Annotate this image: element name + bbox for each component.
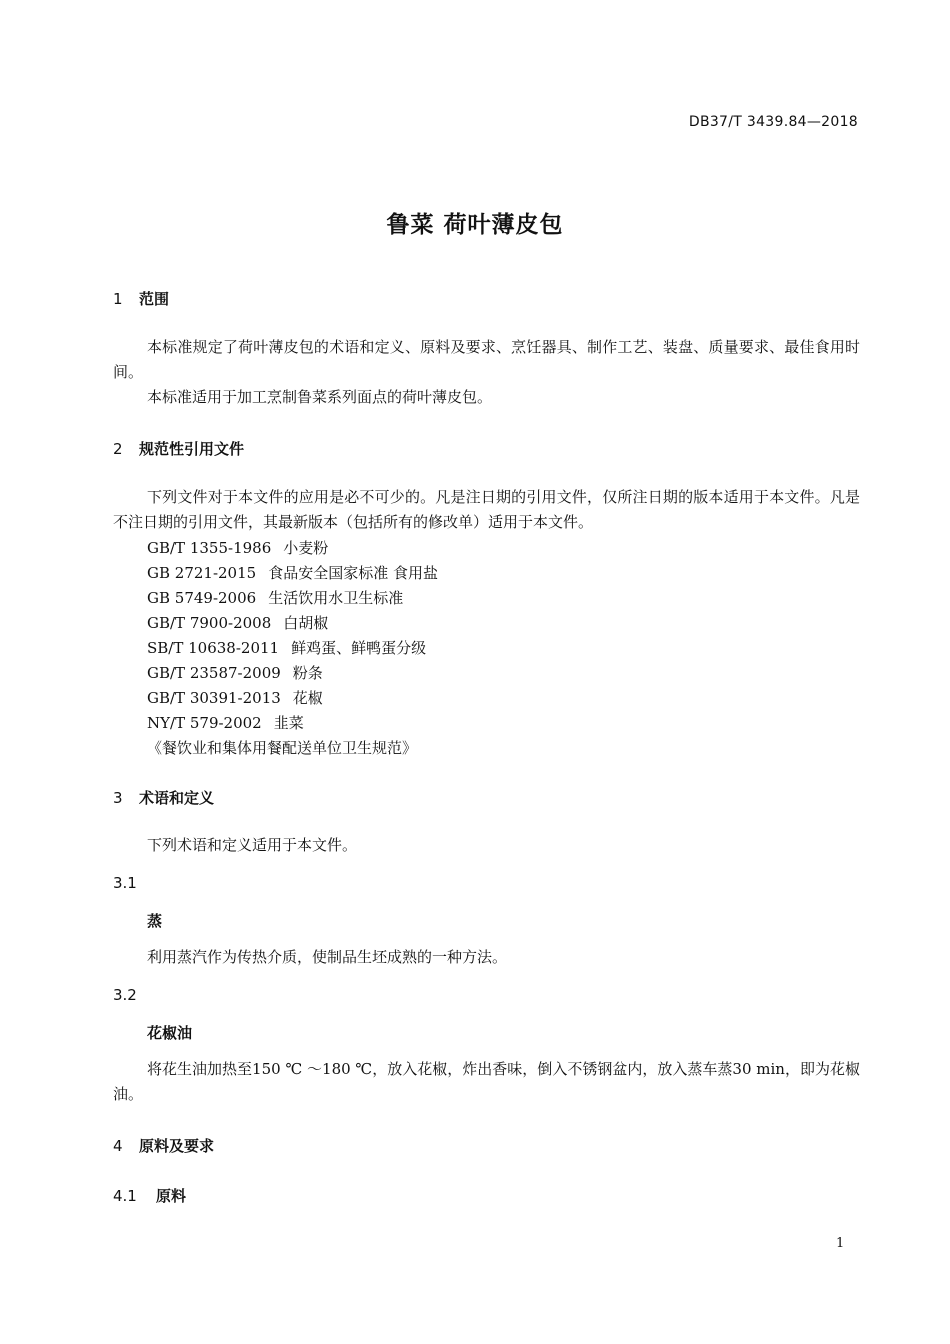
scope-paragraph-1: 本标准规定了荷叶薄皮包的术语和定义、原料及要求、烹饪器具、制作工艺、装盘、质量要求、最佳食用时间。 — [113, 338, 860, 381]
reference-item — [147, 562, 438, 583]
subsection-number: 4.1 — [113, 1187, 137, 1205]
reference-code: GB/T 7900-2008 — [147, 614, 272, 632]
reference-code: NY/T 579-2002 — [147, 714, 262, 732]
section-number: 3 — [113, 789, 123, 807]
terms-intro-paragraph: 下列术语和定义适用于本文件。 — [147, 836, 358, 854]
scope-paragraph-2: 本标准适用于加工烹制鲁菜系列面点的荷叶薄皮包。 — [147, 388, 493, 406]
section-number: 1 — [113, 290, 123, 308]
section-heading-raw-materials — [113, 1135, 214, 1156]
term-name: 花椒油 — [147, 1024, 193, 1042]
references-intro-paragraph: 下列文件对于本文件的应用是必不可少的。凡是注日期的引用文件，仅所注日期的版本适用于本文件。凡是不注日期的引用文件，其最新版本（包括所有的修改单）适用于本文件。 — [113, 488, 860, 531]
section-heading-normative-references — [113, 438, 244, 459]
reference-item — [147, 637, 426, 658]
reference-name: 花椒 — [292, 689, 323, 707]
reference-item — [147, 587, 403, 608]
term-name: 蒸 — [147, 912, 163, 930]
term-definition: 利用蒸汽作为传热介质，使制品生坯成熟的一种方法。 — [147, 948, 508, 966]
section-heading-terms — [113, 787, 214, 808]
section-title: 原料及要求 — [139, 1137, 215, 1155]
term-number: 3.1 — [113, 874, 137, 892]
section-number: 4 — [113, 1137, 123, 1155]
page-number: 1 — [836, 1236, 845, 1251]
section-title: 范围 — [139, 290, 170, 308]
reference-name: 韭菜 — [273, 714, 304, 732]
term-number: 3.2 — [113, 986, 137, 1004]
section-title: 术语和定义 — [139, 789, 215, 807]
section-heading-scope — [113, 288, 169, 309]
document-title: 鲁菜 荷叶薄皮包 — [386, 212, 564, 238]
reference-name: 粉条 — [292, 664, 323, 682]
term-definition: 将花生油加热至150 ℃ ～180 ℃，放入花椒，炸出香味，倒入不锈钢盆内，放入蒸车蒸30 min，即为花椒油。 — [113, 1060, 860, 1103]
reference-name: 小麦粉 — [283, 539, 329, 557]
subsection-title: 原料 — [156, 1187, 187, 1205]
reference-code: GB/T 1355-1986 — [147, 539, 272, 557]
section-title: 规范性引用文件 — [139, 440, 245, 458]
section-number: 2 — [113, 440, 123, 458]
reference-code: SB/T 10638-2011 — [147, 639, 280, 657]
reference-item — [147, 712, 304, 733]
reference-name: 白胡椒 — [283, 614, 329, 632]
reference-code: GB 2721-2015 — [147, 564, 257, 582]
reference-name: 鲜鸡蛋、鲜鸭蛋分级 — [291, 639, 427, 657]
reference-regulation: 《餐饮业和集体用餐配送单位卫生规范》 — [147, 739, 418, 757]
standard-code: DB37/T 3439.84—2018 — [688, 114, 858, 130]
reference-item — [147, 612, 328, 633]
reference-code: GB 5749-2006 — [147, 589, 257, 607]
subsection-heading-raw-materials — [113, 1185, 186, 1206]
reference-code: GB/T 23587-2009 — [147, 664, 281, 682]
reference-code: GB/T 30391-2013 — [147, 689, 281, 707]
reference-item — [147, 687, 323, 708]
reference-name: 生活饮用水卫生标准 — [268, 589, 404, 607]
reference-name: 食品安全国家标准 食用盐 — [268, 564, 438, 582]
reference-item — [147, 662, 323, 683]
reference-item — [147, 537, 328, 558]
